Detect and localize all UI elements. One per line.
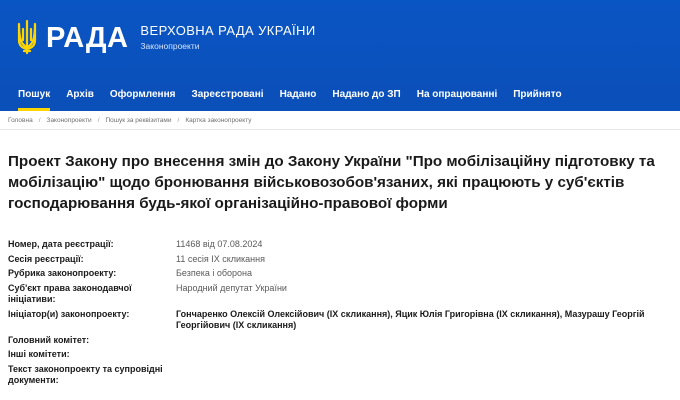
detail-row-main-committee bbox=[8, 335, 673, 347]
bill-title: Проект Закону про внесення змін до Закону України "Про мобілізаційну підготовку та мобілізацію" щодо бронювання військовозобов'язаних, які працюють у суб'єктів господарювання будь-якої організаційно-правової форми bbox=[8, 153, 655, 212]
nav-item-in-progress[interactable]: На опрацюванні bbox=[416, 89, 498, 100]
nav-item-registered[interactable]: Зареєстровані bbox=[191, 89, 264, 100]
detail-value: Народний депутат України bbox=[176, 282, 287, 293]
detail-label: Текст законопроекту та супровідні документи: bbox=[8, 363, 163, 385]
detail-label: Ініціатор(и) законопроекту: bbox=[8, 308, 130, 319]
nav-item-submitted[interactable]: Надано bbox=[279, 89, 317, 100]
detail-value bbox=[176, 349, 673, 361]
breadcrumb-bills[interactable]: Законопроекти bbox=[46, 117, 92, 124]
detail-row-initiators bbox=[8, 309, 673, 332]
breadcrumb-separator: / bbox=[177, 117, 180, 124]
bill-details bbox=[8, 239, 673, 390]
trident-icon bbox=[16, 20, 38, 56]
breadcrumb-search[interactable]: Пошук за реквізитами bbox=[105, 117, 172, 124]
site-logo[interactable] bbox=[16, 18, 316, 58]
detail-row-documents bbox=[8, 364, 673, 387]
detail-label: Рубрика законопроекту: bbox=[8, 268, 117, 278]
detail-row-registration bbox=[8, 239, 673, 251]
main-nav bbox=[10, 78, 570, 111]
site-title: ВЕРХОВНА РАДА УКРАЇНИ bbox=[140, 23, 316, 38]
breadcrumb-home[interactable]: Головна bbox=[8, 117, 33, 124]
detail-value: 11468 від 07.08.2024 bbox=[176, 239, 263, 249]
logo-text bbox=[140, 23, 315, 53]
detail-value bbox=[176, 335, 673, 347]
detail-label: Інші комітети: bbox=[8, 349, 70, 359]
nav-item-submitted-zp[interactable]: Надано до ЗП bbox=[332, 89, 401, 100]
breadcrumb-current: Картка законопроекту bbox=[185, 117, 252, 124]
detail-value: Безпека і оборона bbox=[176, 268, 253, 278]
detail-row-session bbox=[8, 254, 673, 266]
site-header bbox=[0, 0, 680, 111]
detail-value bbox=[176, 364, 673, 387]
breadcrumb-separator: / bbox=[38, 117, 41, 124]
detail-label: Сесія реєстрації: bbox=[8, 253, 84, 264]
detail-label: Номер, дата реєстрації: bbox=[8, 239, 114, 249]
detail-row-other-committees bbox=[8, 349, 673, 361]
breadcrumb-separator: / bbox=[97, 117, 100, 124]
detail-value: 11 сесія IX скликання bbox=[176, 253, 265, 264]
breadcrumb bbox=[8, 117, 252, 124]
detail-row-category bbox=[8, 268, 673, 280]
nav-item-archive[interactable]: Архів bbox=[66, 89, 94, 100]
nav-item-search[interactable]: Пошук bbox=[10, 78, 58, 111]
detail-label: Суб'єкт права законодавчої ініціативи: bbox=[8, 282, 132, 304]
detail-label: Головний комітет: bbox=[8, 334, 90, 345]
logo-word: РАДА bbox=[46, 22, 129, 54]
detail-row-initiative-subject bbox=[8, 283, 673, 306]
breadcrumb-divider bbox=[0, 129, 680, 130]
site-subtitle: Законопроекти bbox=[140, 41, 200, 51]
detail-value-initiators[interactable]: Гончаренко Олексій Олексійович (IX скликання), Яцик Юлія Григорівна (IX скликання), Мазурашу Георгій Георгійович (IX скликання) bbox=[176, 308, 645, 330]
nav-item-drafting[interactable]: Оформлення bbox=[109, 89, 176, 100]
nav-item-adopted[interactable]: Прийнято bbox=[513, 89, 562, 100]
